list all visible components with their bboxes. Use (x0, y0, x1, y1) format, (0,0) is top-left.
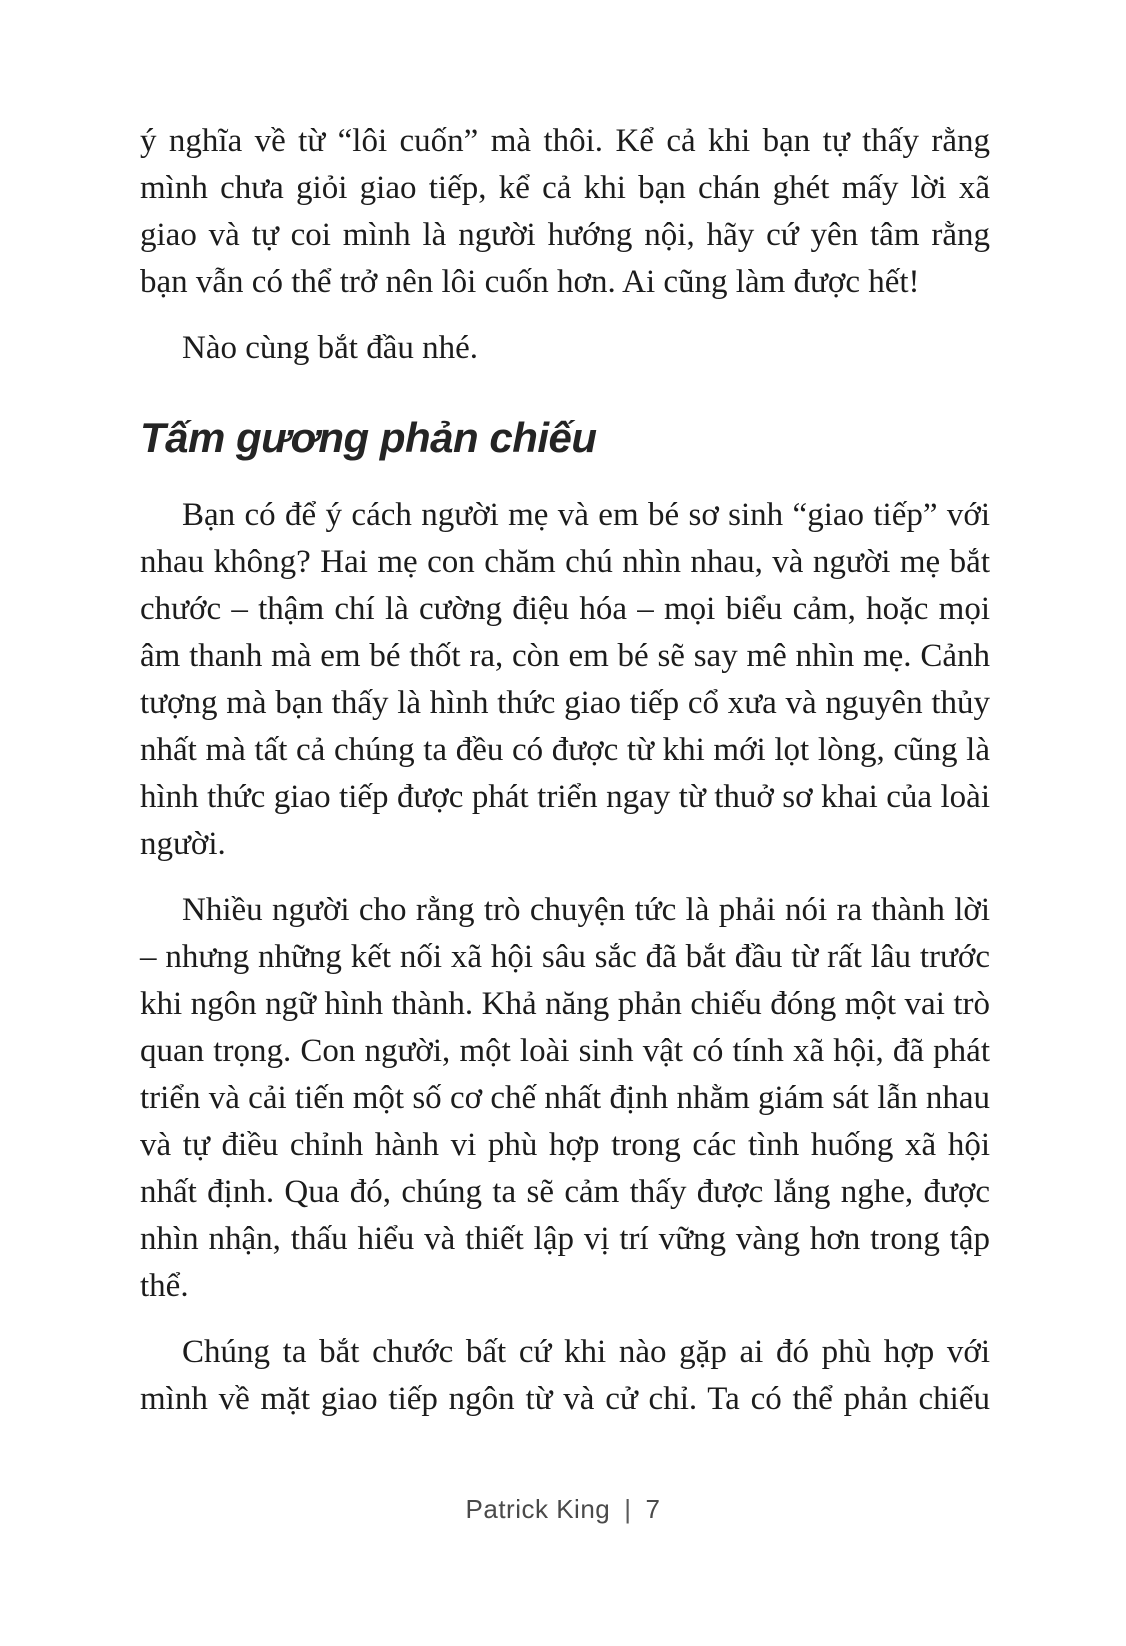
paragraph: ý nghĩa về từ “lôi cuốn” mà thôi. Kể cả khi bạn tự thấy rằng mình chưa giỏi giao tiếp, kể cả khi bạn chán ghét mấy lời xã giao và tự coi mình là người hướng nội, hãy cứ yên tâm rằng bạn vẫn có thể trở nên lôi cuốn hơn. Ai cũng làm được hết! (140, 123, 990, 300)
section-heading: Tấm gương phản chiếu (140, 414, 597, 461)
footer-separator: | (624, 1494, 632, 1524)
page-body-text (140, 118, 990, 1423)
paragraph: Nhiều người cho rằng trò chuyện tức là phải nói ra thành lời – nhưng những kết nối xã hội sâu sắc đã bắt đầu từ rất lâu trước khi ngôn ngữ hình thành. Khả năng phản chiếu đóng một vai trò quan trọng. Con người, một loài sinh vật có tính xã hội, đã phát triển và cải tiến một số cơ chế nhất định nhằm giám sát lẫn nhau và tự điều chỉnh hành vi phù hợp trong các tình huống xã hội nhất định. Qua đó, chúng ta sẽ cảm thấy được lắng nghe, được nhìn nhận, thấu hiểu và thiết lập vị trí vững vàng hơn trong tập thể. (140, 892, 990, 1304)
paragraph: Nào cùng bắt đầu nhé. (182, 330, 478, 366)
paragraph: Bạn có để ý cách người mẹ và em bé sơ sinh “giao tiếp” với nhau không? Hai mẹ con chăm chú nhìn nhau, và người mẹ bắt chước – thậm chí là cường điệu hóa – mọi biểu cảm, hoặc mọi âm thanh mà em bé thốt ra, còn em bé sẽ say mê nhìn mẹ. Cảnh tượng mà bạn thấy là hình thức giao tiếp cổ xưa và nguyên thủy nhất mà tất cả chúng ta đều có được từ khi mới lọt lòng, cũng là hình thức giao tiếp được phát triển ngay từ thuở sơ khai của loài người. (140, 497, 990, 862)
page-footer (0, 1494, 1126, 1525)
footer-page-number: 7 (645, 1494, 661, 1524)
paragraph: Chúng ta bắt chước bất cứ khi nào gặp ai đó phù hợp với mình về mặt giao tiếp ngôn từ và cử chỉ. Ta có thể phản chiếu (140, 1334, 990, 1417)
footer-author: Patrick King (465, 1494, 611, 1524)
